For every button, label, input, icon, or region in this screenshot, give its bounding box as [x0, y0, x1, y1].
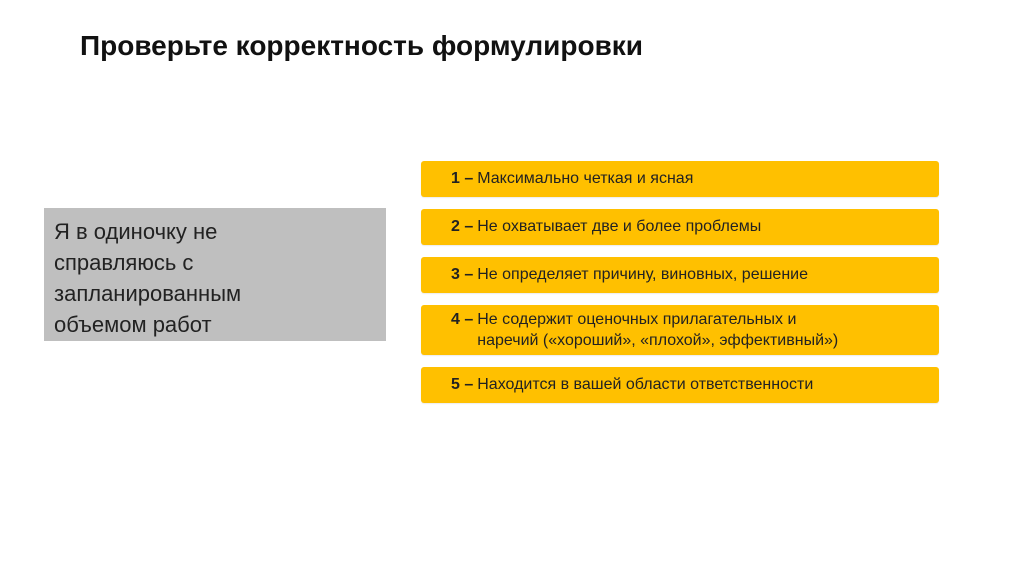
criterion-number: 2 – — [451, 218, 474, 235]
criterion-5 — [421, 367, 939, 403]
criterion-4 — [421, 305, 939, 355]
criterion-text-line: наречий («хороший», «плохой», эффективный») — [477, 332, 839, 349]
criterion-number: 1 – — [451, 170, 474, 187]
criterion-text-line: Не определяет причину, виновных, решение — [477, 266, 808, 283]
statement-line: справляюсь с — [54, 250, 194, 275]
criterion-text — [477, 168, 693, 189]
criterion-text — [477, 264, 808, 285]
criterion-text — [477, 374, 813, 395]
criterion-number: 3 – — [451, 266, 474, 283]
statement-line: Я в одиночку не — [54, 219, 218, 244]
criterion-text — [477, 309, 838, 351]
criterion-number: 5 – — [451, 376, 474, 393]
criterion-1 — [421, 161, 939, 197]
problem-statement-box — [44, 208, 386, 341]
criterion-2 — [421, 209, 939, 245]
criterion-number: 4 – — [451, 311, 474, 328]
criterion-3 — [421, 257, 939, 293]
criterion-text-line: Не содержит оценочных прилагательных и — [477, 311, 797, 328]
statement-line: запланированным — [54, 281, 242, 306]
criterion-text-line: Находится в вашей области ответственности — [477, 376, 814, 393]
criterion-text — [477, 216, 761, 237]
statement-line: объемом работ — [54, 312, 212, 337]
slide-title: Проверьте корректность формулировки — [80, 30, 644, 61]
criterion-text-line: Не охватывает две и более проблемы — [477, 218, 762, 235]
criterion-text-line: Максимально четкая и ясная — [477, 170, 694, 187]
criteria-list — [421, 161, 939, 415]
